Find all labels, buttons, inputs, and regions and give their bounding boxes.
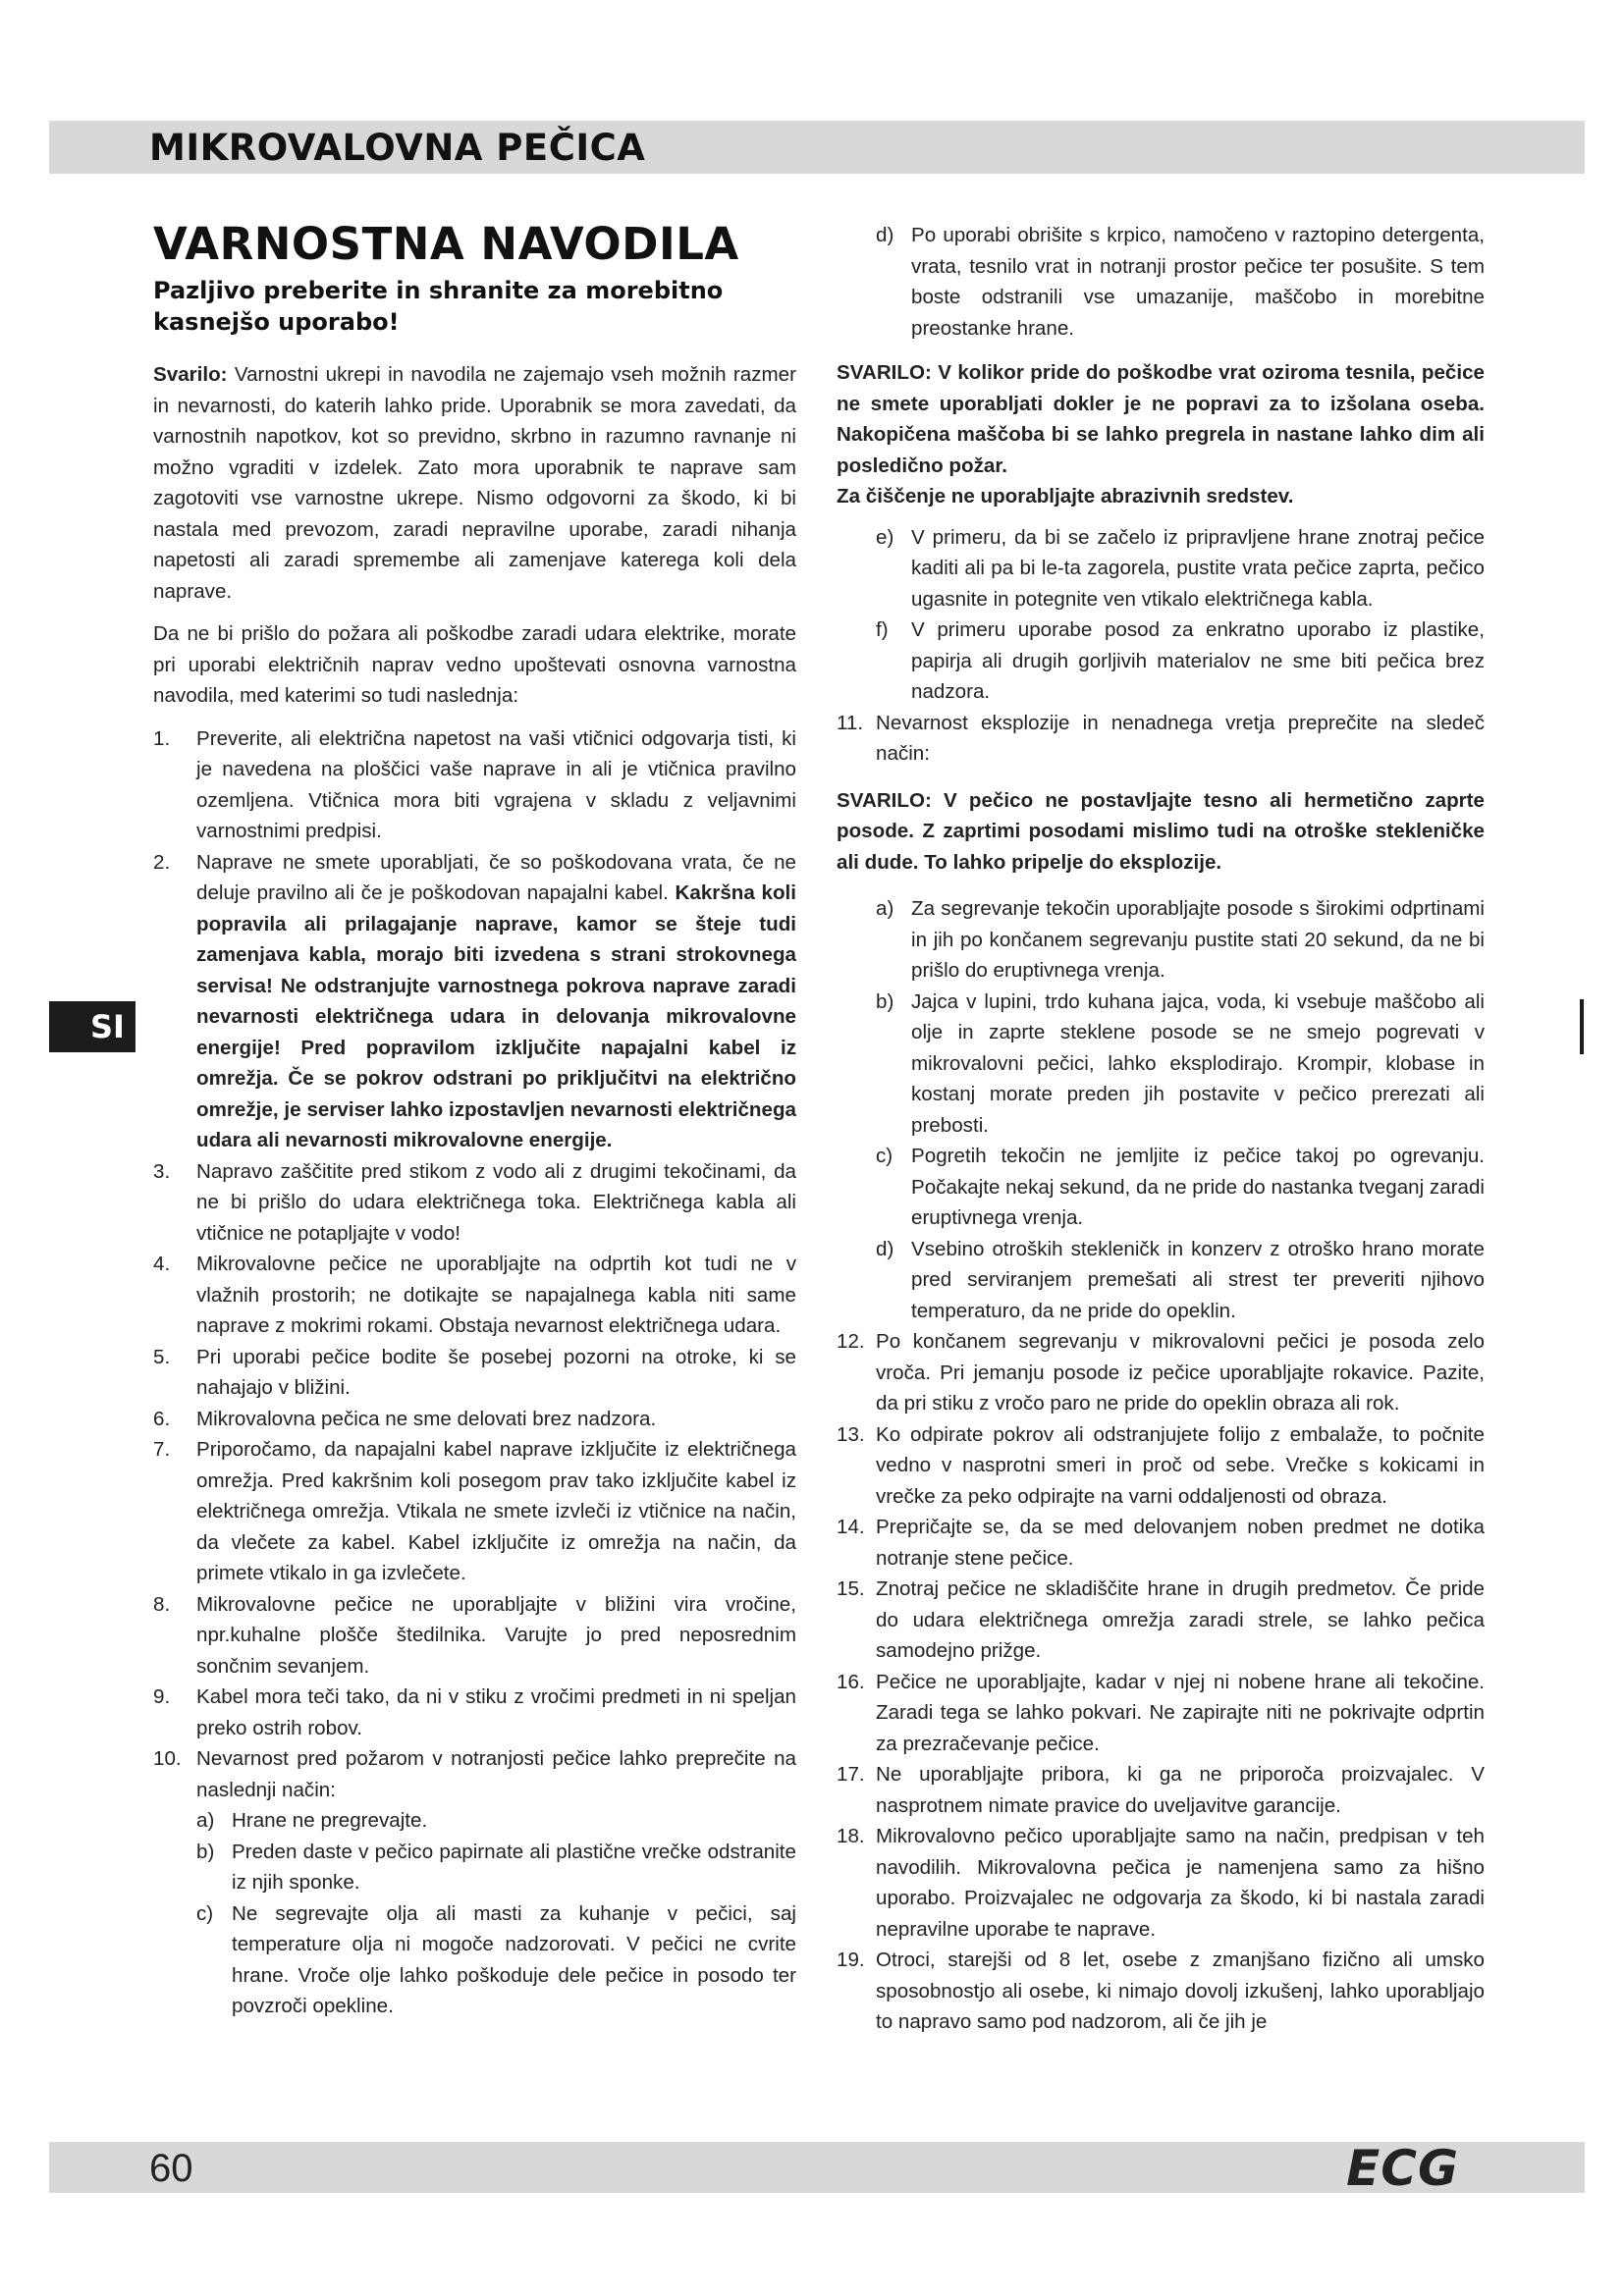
item-number: a) xyxy=(876,897,894,920)
item-number: 18. xyxy=(837,1825,865,1847)
list-item xyxy=(153,847,796,1156)
sub-list-item xyxy=(837,614,1485,708)
section-subtitle: Pazljivo preberite in shranite za morebitno kasnejšo uporabo! xyxy=(153,277,724,336)
warning-text: Varnostni ukrepi in navodila ne zajemajo vseh možnih razmer in nevarnosti, do katerih lahko pride. Uporabnik se mora zavedati, da varnostnih napotkov, kot so previdno, skrbno in razumno ravnanje ni možno vgraditi v izdelek. Zato mora uporabnik te naprave sam zagotoviti vse varnostne ukrepe. Nismo odgovorni za škodo, ki bi nastala med prevozom, zaradi nepravilne uporabe, zaradi nihanja napetosti ali zaradi spremembe ali zamenjave katerega koli dela naprave. xyxy=(153,363,796,603)
item-number: a) xyxy=(196,1809,215,1832)
list-item xyxy=(153,1342,796,1404)
item-number: 14. xyxy=(837,1516,865,1538)
list-item xyxy=(837,708,1485,770)
list-item xyxy=(837,1326,1485,1419)
item-text: Preverite, ali električna napetost na vaši vtičnici odgovarja tisti, ki je navedena na ploščici vaše naprave in ali je vtičnica pravilno ozemljena. Vtičnica mora biti vgrajena v skladu z veljavnimi varnostnimi predpisi. xyxy=(196,726,796,842)
item-number: 11. xyxy=(837,711,864,734)
item-text: Preden daste v pečico papirnate ali plastične vrečke odstranite iz njih sponke. xyxy=(232,1840,796,1894)
item-number: 4. xyxy=(153,1253,171,1275)
item-number: 15. xyxy=(837,1577,865,1600)
item-text: Pri uporabi pečice bodite še posebej pozorni na otroke, ki se nahajajo v bližini. xyxy=(196,1345,796,1399)
list-item xyxy=(837,1667,1485,1760)
list-item xyxy=(837,1419,1485,1513)
right-column xyxy=(837,220,1485,2038)
item-number: 16. xyxy=(837,1670,865,1693)
page-header-title: MIKROVALOVNA PEČICA xyxy=(149,127,646,169)
item-number: c) xyxy=(876,1145,893,1167)
item-number: 5. xyxy=(153,1345,171,1368)
sub-list-item xyxy=(837,1234,1485,1327)
item-number: b) xyxy=(196,1840,215,1863)
item-text: Jajca v lupini, trdo kuhana jajca, voda, ki vsebuje maščobo ali olje in zaprte steklene posode se ne smejo pogrevati v mikrovalovni pečici, lahko eksplodirajo. Krompir, klobase in kostanj morate preden jih postavite v pečico prerezati ali prebosti. xyxy=(911,989,1485,1137)
list-item xyxy=(153,1249,796,1342)
item-text: Pogretih tekočin ne jemljite iz pečice takoj po ogrevanju. Počakajte nekaj sekund, da ne pride do nastanka tveganj zaradi eruptivnega vrenja. xyxy=(911,1145,1485,1229)
list-item xyxy=(153,1434,796,1589)
item-number: 9. xyxy=(153,1685,171,1708)
left-column xyxy=(153,218,796,2022)
item-text: Mikrovalovne pečice ne uporabljajte na odprtih kot tudi ne v vlažnih prostorih; ne dotikajte se napajalnega kabla niti same naprave z mokrimi rokami. Obstaja nevarnost električnega udara. xyxy=(196,1253,796,1337)
item-number: 17. xyxy=(837,1763,865,1786)
list-item xyxy=(837,1574,1485,1667)
item-number: 10. xyxy=(153,1747,182,1770)
list-item xyxy=(837,1512,1485,1574)
item-text: Vsebino otroških stekleničk in konzerv z otroško hrano morate pred serviranjem premešati ali strest ter preveriti njihovo temperaturo, da ne pride do opeklin. xyxy=(911,1237,1485,1322)
list-item xyxy=(153,1589,796,1682)
sub-list-item xyxy=(837,893,1485,987)
footer-bar xyxy=(49,2140,1585,2197)
item-text: Ko odpirate pokrov ali odstranjujete folijo z embalaže, to počnite vedno v nasprotni smeri in proč od sebe. Vrečke s kokicami in vrečke za peko odpirajte na varni oddaljenosti od obraza. xyxy=(876,1422,1485,1508)
item-text: Po uporabi obrišite s krpico, namočeno v raztopino detergenta, vrata, tesnilo vrat in notranji prostor pečice ter posušite. S tem boste odstranili vse umazanije, maščobo in morebitne preostanke hrane. xyxy=(911,224,1485,340)
item-text: Ne uporabljajte pribora, ki ga ne priporoča proizvajalec. V nasprotnem nimate pravice do uveljavitve garancije. xyxy=(876,1763,1485,1817)
item-text: V primeru uporabe posod za enkratno uporabo iz plastike, papirja ali drugih gorljivih materialov ne sme biti pečica brez nadzora. xyxy=(911,618,1485,703)
item-text: Prepričajte se, da se med delovanjem noben predmet ne dotika notranje stene pečice. xyxy=(876,1516,1485,1570)
item-text: Kabel mora teči tako, da ni v stiku z vročimi predmeti in ni speljan preko ostrih robov. xyxy=(196,1685,796,1739)
sub-list-item xyxy=(837,987,1485,1142)
list-item xyxy=(837,1759,1485,1821)
brand-logo: ECG xyxy=(1346,2140,1459,2197)
item-number: c) xyxy=(196,1901,214,1925)
item-text: Hrane ne pregrevajte. xyxy=(232,1809,428,1832)
item-number: 19. xyxy=(837,1949,865,1971)
warning-paragraph xyxy=(153,359,796,607)
item-text: Za segrevanje tekočin uporabljajte posode s širokimi odprtinami in jih po končanem segrevanju pustite stati 20 sekund, da ne bi prišlo do eruptivnega vrenja. xyxy=(911,897,1485,982)
item-number: 1. xyxy=(153,726,171,750)
item-number: b) xyxy=(876,989,894,1013)
item-number: f) xyxy=(876,618,889,641)
item-text: Priporočamo, da napajalni kabel naprave izključite iz električnega omrežja. Pred kakršnim koli posegom prav tako izključite kabel iz električnega omrežja. Vtikala ne smete izvleči iz vtičnice na način, da vlečete za kabel. Kabel izključite iz omrežja na način, da primete vtikalo in ga izvlečete. xyxy=(196,1438,796,1584)
item-text: Otroci, starejši od 8 let, osebe z zmanjšano fizično ali umsko sposobnostjo ali osebe, ki nimajo dovolj izkušenj, lahko uporabljajo to napravo samo pod nadzorom, ali če jih je xyxy=(876,1949,1485,2033)
item-number: 12. xyxy=(837,1330,865,1353)
warning-block: SVARILO: V pečico ne postavljajte tesno ali hermetično zaprte posode. Z zaprtimi posodami mislimo tudi na otroške stekleničke ali dude. To lahko pripelje do eksplozije. xyxy=(837,788,1485,874)
item-text: Po končanem segrevanju v mikrovalovni pečici je posoda zelo vroča. Pri jemanju posode iz pečice uporabljajte rokavice. Pazite, da pri stiku z vročo paro ne pride do opeklin obraza ali rok. xyxy=(876,1330,1485,1415)
warning-text: SVARILO: V kolikor pride do poškodbe vrat oziroma tesnila, pečice ne smete uporabljati dokler je ne popravi za to izšolana oseba. Nakopičena maščoba bi se lahko pregrela in nastane lahko dim ali posledično požar. xyxy=(837,361,1485,477)
warning-line: Za čiščenje ne uporabljajte abrazivnih sredstev. xyxy=(837,485,1294,507)
item-text: Pečice ne uporabljajte, kadar v njej ni nobene hrane ali tekočine. Zaradi tega se lahko pokvari. Ne zapirajte niti ne pokrivajte odprtin za prezračevanje pečice. xyxy=(876,1670,1485,1755)
item-text: Nevarnost pred požarom v notranjosti pečice lahko preprečite na naslednji način: xyxy=(196,1747,796,1801)
item-text: Napravo zaščitite pred stikom z vodo ali z drugimi tekočinami, da ne bi prišlo do udara električnega toka. Električnega kabla ali vtičnice ne potapljajte v vodo! xyxy=(196,1159,796,1245)
language-tab: SI xyxy=(49,1001,135,1052)
warning-block xyxy=(837,357,1485,481)
item-number: e) xyxy=(876,525,894,549)
list-item xyxy=(153,1404,796,1435)
sub-list-item xyxy=(153,1898,796,2022)
item-number: 13. xyxy=(837,1422,865,1446)
list-item xyxy=(153,1156,796,1250)
warning-label: Svarilo: xyxy=(153,363,228,386)
list-item xyxy=(837,1821,1485,1945)
intro-paragraph: Da ne bi prišlo do požara ali poškodbe zaradi udara elektrike, morate pri uporabi električnih naprav vedno upoštevati osnovna varnostna navodila, med katerimi so tudi naslednja: xyxy=(153,622,796,707)
page-number: 60 xyxy=(149,2147,193,2190)
item-text: Mikrovalovna pečica ne sme delovati brez nadzora. xyxy=(196,1407,657,1430)
list-item xyxy=(153,1682,796,1743)
section-title: VARNOSTNA NAVODILA xyxy=(153,218,739,270)
list-item xyxy=(153,723,796,847)
item-text: Naprave ne smete uporabljati, če so poškodovana vrata, če ne deluje pravilno ali če je poškodovan napajalni kabel. xyxy=(196,850,796,904)
item-number: 6. xyxy=(153,1407,171,1430)
sub-list-item xyxy=(837,522,1485,615)
item-text: Ne segrevajte olja ali masti za kuhanje v pečici, saj temperature olja ni mogoče nadzorovati. V pečici ne cvrite hrane. Vroče olje lahko poškoduje dele pečice in posodo ter povzroči opekline. xyxy=(232,1901,796,2017)
list-item xyxy=(837,1945,1485,2038)
item-number: 3. xyxy=(153,1159,171,1183)
header-bar xyxy=(49,121,1585,174)
item-number: d) xyxy=(876,224,894,246)
item-text: Znotraj pečice ne skladiščite hrane in drugih predmetov. Če pride do udara električnega omrežja zaradi strele, se lahko pečica samodejno prižge. xyxy=(876,1577,1485,1662)
item-text: Mikrovalovne pečice ne uporabljajte v bližini vira vročine, npr.kuhalne plošče štedilnika. Varujte jo pred neposrednim sončnim sevanjem. xyxy=(196,1592,796,1678)
list-item xyxy=(153,1743,796,1805)
sub-list-item xyxy=(153,1805,796,1837)
item-number: 8. xyxy=(153,1592,171,1616)
sub-list-item xyxy=(837,1141,1485,1234)
side-marker xyxy=(1580,999,1584,1054)
item-number: d) xyxy=(876,1237,894,1260)
sub-list-item xyxy=(837,220,1485,344)
item-text: Mikrovalovno pečico uporabljajte samo na način, predpisan v teh navodilih. Mikrovalovna pečica je namenjena samo za hišno uporabo. Proizvajalec ne odgovarja za škodo, ki bi nastala zaradi nepravilne uporabe te naprave. xyxy=(876,1825,1485,1941)
item-number: 2. xyxy=(153,850,171,874)
item-number: 7. xyxy=(153,1438,171,1461)
item-text: Nevarnost eksplozije in nenadnega vretja preprečite na sledeč način: xyxy=(876,711,1485,765)
sub-list-item xyxy=(153,1837,796,1898)
item-bold-text: Kakršna koli popravila ali prilagajanje naprave, kamor se šteje tudi zamenjava kabla, morajo biti izvedena s strani strokovnega servisa! Ne odstranjujte varnostnega pokrova naprave zaradi nevarnosti električnega udara in delovanja mikrovalovne energije! Pred popravilom izključite napajalni kabel iz omrežja. Če se pokrov odstrani po priključitvi na električno omrežje, je serviser lahko izpostavljen nevarnosti električnega udara ali nevarnosti mikrovalovne energije. xyxy=(196,881,796,1151)
item-text: V primeru, da bi se začelo iz pripravljene hrane znotraj pečice kaditi ali pa bi le-ta zagorela, pustite vrata pečice zaprta, pečico ugasnite in potegnite ven vtikalo električnega kabla. xyxy=(911,525,1485,611)
